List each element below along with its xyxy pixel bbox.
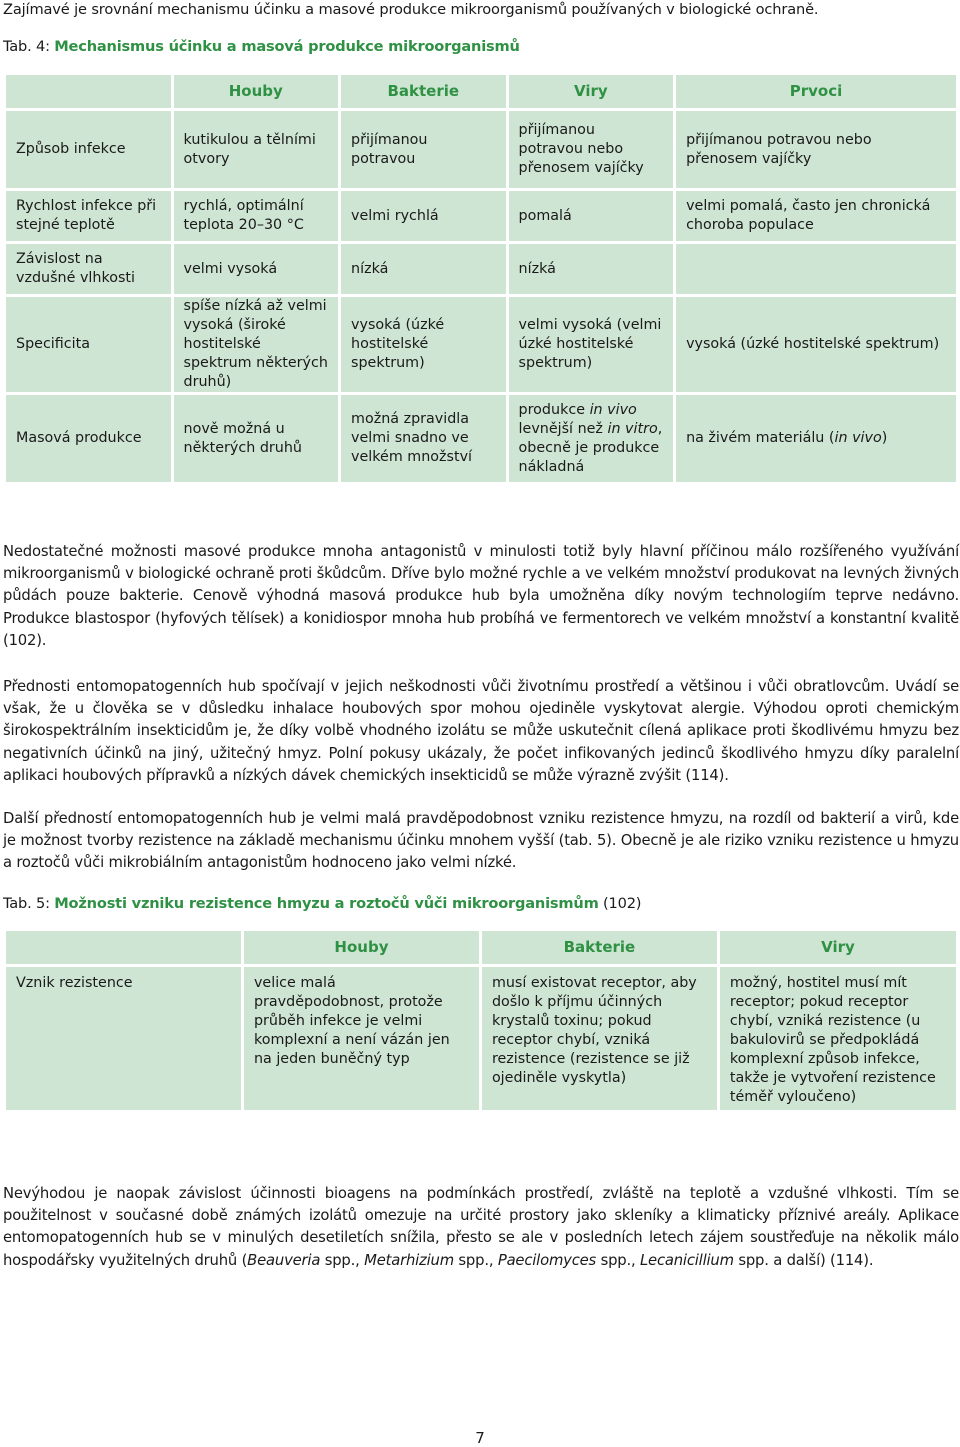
table-cell: vysoká (úzké hostitelské spektrum) — [676, 297, 956, 392]
row-label: Rychlost infekce při stejné teplotě — [6, 191, 171, 241]
table-cell-viry-mass — [509, 395, 674, 482]
table4-header-row — [6, 75, 956, 108]
table-row — [6, 967, 956, 1110]
table5-caption-prefix: Tab. 5: — [3, 895, 55, 912]
table-cell: rychlá, optimální teplota 20–30 °C — [174, 191, 339, 241]
table4-caption — [3, 38, 520, 55]
table-cell: kutikulou a tělními otvory — [174, 111, 339, 188]
paragraph-disadvantages — [3, 1183, 959, 1272]
text-run: levnější než — [518, 420, 608, 437]
row-label: Závislost na vzdušné vlhkosti — [6, 244, 171, 294]
table-cell-empty — [676, 244, 956, 294]
table-cell: musí existovat receptor, aby došlo k příjmu účinných krystalů toxinu; pokud receptor chybí, vzniká rezistence (rezistence se již ojediněle vyskytla) — [482, 967, 717, 1110]
table5-header-houby: Houby — [244, 931, 479, 964]
table5-header-row — [6, 931, 956, 964]
text-run: spp., — [596, 1251, 640, 1269]
table5-caption-suffix: (102) — [598, 895, 642, 912]
table-cell: možná zpravidla velmi snadno ve velkém množství — [341, 395, 506, 482]
table-cell: přijímanou potravou — [341, 111, 506, 188]
table-row — [6, 111, 956, 188]
genus-name: Lecanicillium — [640, 1251, 734, 1269]
table5-caption-title: Možnosti vzniku rezistence hmyzu a roztočů vůči mikroorganismům — [54, 895, 599, 912]
table-row — [6, 297, 956, 392]
table-mechanism — [3, 72, 959, 485]
genus-name: Metarhizium — [364, 1251, 454, 1269]
genus-name: Paecilomyces — [497, 1251, 597, 1269]
table-row — [6, 191, 956, 241]
table-cell: přijímanou potravou nebo přenosem vajíčky — [676, 111, 956, 188]
table4-header-bakterie: Bakterie — [341, 75, 506, 108]
table5-header-viry: Viry — [720, 931, 956, 964]
table5-caption — [3, 895, 641, 912]
table-row — [6, 395, 956, 482]
row-label: Vznik rezistence — [6, 967, 241, 1110]
table-cell-prvoci-mass — [676, 395, 956, 482]
table-cell: nízká — [341, 244, 506, 294]
table4-corner — [6, 75, 171, 108]
text-run: Nevýhodou je naopak závislost účinnosti bioagens na podmínkách prostředí, zvláště na teplotě a vzdušné vlhkosti. Tím se použitelnost v současné době známých izolátů omezuje na určité prostory jako skleníky a klimaticky příznivé areály. Aplikace entomopatogenních hub se v minulých desetiletích snížila, přesto se ale v posledních letech zájem soustřeďuje na několik málo hospodářsky využitelných druhů ( — [3, 1185, 959, 1269]
text-run: spp., — [453, 1251, 498, 1269]
table-cell: velmi vysoká (velmi úzké hostitelské spektrum) — [509, 297, 674, 392]
row-label: Způsob infekce — [6, 111, 171, 188]
table-cell: přijímanou potravou nebo přenosem vajíčky — [509, 111, 674, 188]
italic-term: in vivo — [834, 430, 882, 446]
table-cell: velmi pomalá, často jen chronická choroba populace — [676, 191, 956, 241]
text-run: na živém materiálu ( — [686, 430, 835, 446]
genus-name: Beauveria — [247, 1251, 321, 1269]
table-cell: vysoká (úzké hostitelské spektrum) — [341, 297, 506, 392]
text-run: produkce — [518, 401, 590, 418]
table4-header-viry: Viry — [509, 75, 674, 108]
table-cell: spíše nízká až velmi vysoká (široké hostitelské spektrum některých druhů) — [174, 297, 339, 392]
row-label: Masová produkce — [6, 395, 171, 482]
table-cell: velice malá pravděpodobnost, protože průběh infekce je velmi komplexní a není vázán jen na jeden buněčný typ — [244, 967, 479, 1110]
italic-term: in vitro — [607, 420, 658, 437]
table-resistence — [3, 928, 959, 1113]
text-run: spp., — [320, 1251, 365, 1269]
table4-caption-prefix: Tab. 4: — [3, 38, 55, 55]
table-cell: možný, hostitel musí mít receptor; pokud receptor chybí, vzniká rezistence (u bakulovirů se předpokládá komplexní způsob infekce, takže je vytvoření rezistence téměř vyloučeno) — [720, 967, 956, 1110]
paragraph-mass-production: Nedostatečné možnosti masové produkce mnoha antagonistů v minulosti totiž byly hlavní příčinou málo rozšířeného využívání mikroorganismů v biologické ochraně proti škůdcům. Dříve bylo možné rychle a ve velkém množství produkovat na levných živných půdách pouze bakterie. Cenově výhodná masová produkce hub byla umožněna díky novým technologiím teprve nedávno. Produkce blastospor (hyfových tělísek) a konidiospor mnoha hub probíhá ve fermentorech ve velkém množství a konstantní kvalitě (102). — [3, 543, 959, 649]
table5-header-bakterie: Bakterie — [482, 931, 717, 964]
text-run: spp. a další) (114). — [733, 1251, 874, 1269]
table-cell: nízká — [509, 244, 674, 294]
table4-caption-title: Mechanismus účinku a masová produkce mikroorganismů — [54, 38, 520, 55]
table4-header-houby: Houby — [174, 75, 339, 108]
paragraph-resistence: Další předností entomopatogenních hub je velmi malá pravděpodobnost vzniku rezistence hmyzu, na rozdíl od bakterií a virů, kde je možnost tvorby rezistence na základě mechanismu účinku mnohem vyšší (tab. 5). Obecně je ale riziko vzniku rezistence u hmyzu a roztočů vůči mikrobiálním antagonistům hodnoceno jako velmi nízké. — [3, 810, 959, 872]
text-run: , obecně je produkce nákladná — [518, 420, 663, 475]
intro-text: Zajímavé je srovnání mechanismu účinku a masové produkce mikroorganismů používaných v biologické ochraně. — [3, 1, 819, 18]
table-row — [6, 244, 956, 294]
italic-term: in vivo — [589, 401, 637, 418]
page-number: 7 — [475, 1429, 485, 1447]
table-cell: velmi vysoká — [174, 244, 339, 294]
table5-corner — [6, 931, 241, 964]
paragraph-advantages: Přednosti entomopatogenních hub spočívají v jejich neškodnosti vůči životnímu prostředí a většinou i vůči obratlovcům. Uvádí se však, že u člověka se v důsledku inhalace houbových spor mohou ojediněle vyskytovat alergie. Výhodou oproti chemickým širokospektrálním insekticidům je, že díky volbě vhodného izolátu se může uskutečnit cílená aplikace proti škodlivému hmyzu bez negativních účinků na jiný, užitečný hmyz. Polní pokusy ukázaly, že počet infikovaných jedinců škodlivého hmyzu díky paralelní aplikaci houbových přípravků a nízkých dávek chemických insekticidů se může výrazně zvýšit (114). — [3, 678, 959, 784]
row-label: Specificita — [6, 297, 171, 392]
table-cell: velmi rychlá — [341, 191, 506, 241]
table-cell: pomalá — [509, 191, 674, 241]
text-run: ) — [881, 430, 888, 446]
table4-header-prvoci: Prvoci — [676, 75, 956, 108]
table-cell: nově možná u některých druhů — [174, 395, 339, 482]
